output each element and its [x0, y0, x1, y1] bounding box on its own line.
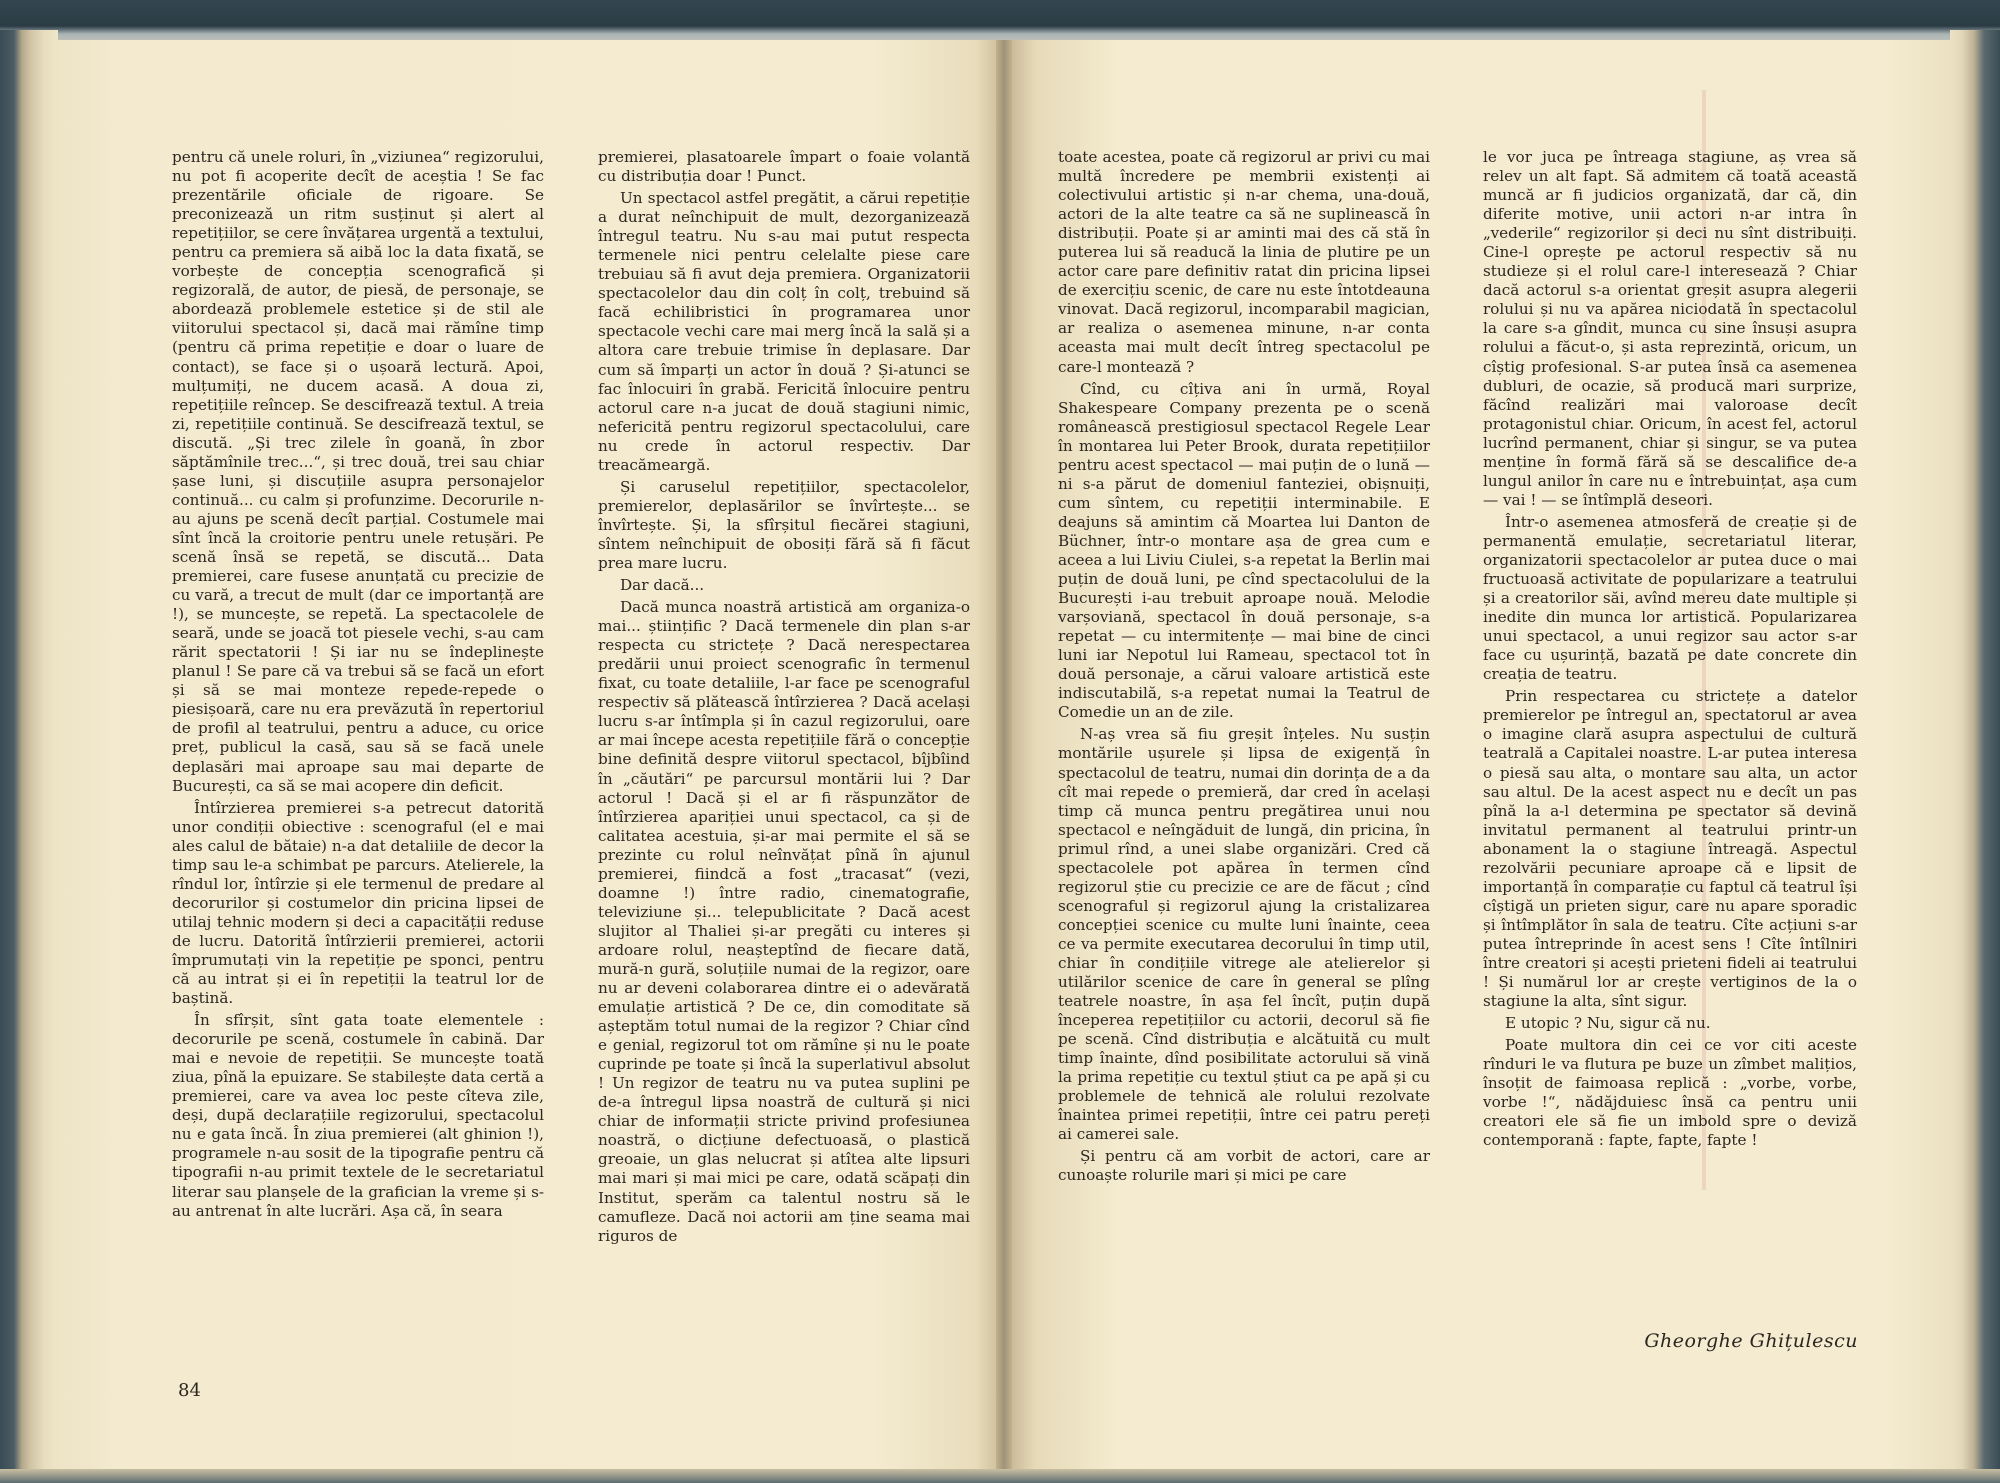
paragraph: N-aș vrea să fiu greșit înțeles. Nu susțin montările ușurele și lipsa de exigență în spectacolul de teatru, numai din dorința de a da cît mai repede o premieră, dar cred în același timp că munca pentru pregătirea unui nou spectacol e neîngăduit de lungă, din pricina, în primul rînd, a unei slabe organizări. Cred că spectacolele pot apărea în termen cînd regizorul știe cu precizie ce are de făcut ; cînd scenograful și regizorul ajung la cristalizarea concepției scenice cu multe luni înainte, ceea ce va permite executarea decorului în timp util, chiar în condițiile vitrege ale atelierelor și utilărilor scenice de care în general se plîng teatrele noastre, în așa fel încît, puțin după începerea repetițiilor cu actorii, decorul să fie pe scenă. Cînd distribuția e alcătuită cu mult timp înainte, dînd posibilitate actorului să vină la prima repetiție cu textul știut ca pe apă și cu problemele de tehnică ale rolului rezolvate înaintea primei repetiții, între cei patru pereți ai camerei sale.: [1058, 725, 1430, 1144]
paragraph: Prin respectarea cu strictețe a datelor premierelor pe întregul an, spectatorul ar avea o imagine clară asupra aspectului de cultură teatrală a Capitalei noastre. L-ar putea interesa o piesă sau alta, o montare sau alta, un actor sau altul. De la acest aspect nu e decît un pas pînă la a-l determina pe spectator să devină invitatul permanent al teatrului printr-un abonament la o stagiune întreagă. Aspectul rezolvării pecuniare aproape că e lipsit de importanță în comparație cu faptul că teatrul își cîștigă un prieten sigur, care nu apare sporadic și întîmplător în sala de teatru. Cîte acțiuni s-ar putea întreprinde în acest sens ! Cîte întîlniri între creatori și acești prieteni fideli ai teatrului ! Și numărul lor ar crește vertiginos de la o stagiune la alta, sînt sigur.: [1483, 687, 1857, 1011]
left-book-edge: [0, 30, 58, 1483]
paragraph: Și pentru că am vorbit de actori, care ar cunoaște rolurile mari și mici pe care: [1058, 1147, 1430, 1185]
paragraph: pentru că unele roluri, în „viziunea“ regizorului, nu pot fi acoperite decît de aceștia ! Se fac prezentările oficiale de rigoare. Se preconizează un ritm susținut și alert al repetițiilor, se cere învățarea urgentă a textului, pentru ca premiera să aibă loc la data fixată, se vorbește de concepția scenografică și regizorală, de autor, de piesă, de personaje, se abordează problemele estetice și de stil ale viitorului spectacol și, dacă mai rămîne timp (pentru că prima repetiție e doar o luare de contact), se face și o ușoară lectură. Apoi, mulțumiți, ne ducem acasă. A doua zi, repetițiile reîncep. Se descifrează textul. A treia zi, repetițiile continuă. Se descifrează textul, se discută. „Și trec zilele în goană, în zbor săptămînile trec...“, și trec două, trei sau chiar șase luni, și discuțiile asupra personajelor continuă... cu calm și profunzime. Decorurile n-au ajuns pe scenă decît parțial. Costumele mai sînt încă la croitorie pentru unele retușări. Pe scenă însă se repetă, se discută... Data premierei, care fusese anunțată cu precizie de cu vară, a trecut de mult (dar ce importanță are !), se muncește, se repetă. La spectacolele de seară, unde se joacă tot piesele vechi, s-au cam rărit spectatorii ! Și iar nu se îndeplinește planul ! Se pare că va trebui să se facă un efort și să se mai monteze repede-repede o piesișoară, care nu era prevăzută în repertoriul de profil al teatrului, pentru a aduce, cu orice preț, publicul la casă, sau să se facă unele deplasări mai aproape sau mai departe de București, ca să se mai acopere din deficit.: [172, 148, 544, 795]
paragraph: Un spectacol astfel pregătit, a cărui repetiție a durat neînchipuit de mult, dezorganizează întregul teatru. Nu s-au mai putut respecta termenele nici pentru celelalte piese care trebuiau să fi avut deja premiera. Organizatorii spectacolelor dau din colț în colț, trebuind să facă echilibristici în programarea unor spectacole vechi care mai merg încă la sală și a altora care trebuie trimise în deplasare. Dar cum să împarți un actor în două ? Și-atunci se fac înlocuiri în grabă. Fericită înlocuire pentru actorul care n-a jucat de două stagiuni nimic, nefericită pentru regizorul spectacolului, care nu crede în actorul respectiv. Dar treacămeargă.: [598, 189, 970, 474]
paragraph: În sfîrșit, sînt gata toate elementele : decorurile pe scenă, costumele în cabină. Dar mai e nevoie de repetiții. Se muncește toată ziua, pînă la epuizare. Se stabilește data certă a premierei, care va avea loc peste cîteva zile, deși, după declarațiile regizorului, spectacolul nu e gata încă. În ziua premierei (alt ghinion !), programele n-au sosit de la tipografie pentru că tipografii n-au primit textele de le secretariatul literar sau planșele de la grafician la vreme și s-au antrenat în alte lucrări. Așa că, în seara: [172, 1011, 544, 1220]
bottom-book-edge: [0, 1469, 2000, 1483]
paragraph: Dacă munca noastră artistică am organiza-o mai... științific ? Dacă termenele din plan s-ar respecta cu strictețe ? Dacă nerespectarea predării unui proiect scenografic în termenul fixat, cu toate detaliile, l-ar face pe scenograful respectiv să plătească întîrzierea ? Dacă același lucru s-ar întîmpla și în cazul regizorului, oare ar mai începe acesta repetițiile fără o concepție bine definită despre viitorul spectacol, bîjbîind în „căutări“ pe parcursul montării lui ? Dar actorul ! Dacă și el ar fi răspunzător de întîrzierea apariției unui spectacol, ca și de calitatea acestuia, și-ar mai permite el să se prezinte cu rolul neînvățat pînă în ajunul premierei, fiindcă a fost „tracasat“ (vezi, doamne !) între radio, cinematografie, televiziune și... telepublicitate ? Dacă acest slujitor al Thaliei și-ar pregăti cu interes și ardoare rolul, neașteptînd de fiecare dată, mură-n gură, soluțiile numai de la regizor, oare nu ar deveni colaborarea dintre ei o adevărată emulație artistică ? De ce, din comoditate să așteptăm totul numai de la regizor ? Chiar cînd e genial, regizorul tot om rămîne și nu le poate cuprinde pe toate și încă la superlativul absolut ! Un regizor de teatru nu va putea suplini pe de-a întregul lipsa noastră de cultură și nici chiar de informații stricte privind profesiunea noastră, o dicțiune defectuoasă, o plastică greoaie, un glas nelucrat și atîtea alte lipsuri mai mari și mai mici pe care, odată scăpați din Institut, sperăm ca talentul nostru să le camufleze. Dacă noi actorii am ține seama mai riguros de: [598, 598, 970, 1245]
paragraph: le vor juca pe întreaga stagiune, aș vrea să relev un alt fapt. Să admitem că toată această muncă ar fi judicios organizată, dar că, din diferite motive, unii actori n-ar intra în „vederile“ regizorilor și deci nu sînt distribuiți. Cine-l oprește pe actorul respectiv să nu studieze și el rolul care-l interesează ? Chiar dacă actorul s-a orientat greșit asupra alegerii rolului și nu va apărea niciodată în spectacolul la care s-a gîndit, munca cu sine însuși asupra rolului a făcut-o, și asta reprezintă, oricum, un cîștig profesional. S-ar putea însă ca asemenea dubluri, de ocazie, să producă mari surprize, făcînd realizări mai valoroase decît protagonistul chiar. Oricum, în acest fel, actorul lucrînd permanent, chiar și singur, se va putea menține în formă fără să se descalifice de-a lungul anilor în care nu e întrebuințat, așa cum — vai ! — se întîmplă deseori.: [1483, 148, 1857, 509]
paragraph: Poate multora din cei ce vor citi aceste rînduri le va flutura pe buze un zîmbet malițios, însoțit de faimoasa replică : „vorbe, vorbe, vorbe !“, nădăjduiesc însă ca pentru unii creatori ele să fie un imbold spre o deviză contemporană : fapte, fapte, fapte !: [1483, 1036, 1857, 1150]
column-2: [598, 148, 970, 1249]
paragraph: Cînd, cu cîțiva ani în urmă, Royal Shakespeare Company prezenta pe o scenă românească prestigiosul spectacol Regele Lear în montarea lui Peter Brook, durata repetițiilor pentru acest spectacol — mai puțin de o lună — ni s-a părut de domeniul fanteziei, obișnuiți, cum sîntem, cu repetiții interminabile. E deajuns să amintim că Moartea lui Danton de Büchner, într-o montare așa de grea cum e aceea a lui Liviu Ciulei, s-a repetat la Berlin mai puțin de două luni, pe cînd spectacolului de la București i-au trebuit aproape nouă. Melodie varșoviană, spectacol în două personaje, s-a repetat — cu intermitențe — mai bine de cinci luni iar Nepotul lui Rameau, spectacol tot în două personaje, a cărui valoare artistică este indiscutabilă, s-a repetat numai la Teatrul de Comedie un an de zile.: [1058, 379, 1430, 722]
paragraph: Și caruselul repetițiilor, spectacolelor, premierelor, deplasărilor se învîrtește... se învîrtește. Și, la sfîrșitul fiecărei stagiuni, sîntem neînchipuit de obosiți fără să fi făcut prea mare lucru.: [598, 477, 970, 572]
paragraph: toate acestea, poate că regizorul ar privi cu mai multă încredere pe membrii existenți ai colectivului artistic și n-ar chema, una-două, actori de la alte teatre ca să ne suplinească în distribuții. Poate și ar aminti mai des că stă în puterea lui să readucă la linia de plutire pe un actor care pare definitiv ratat din pricina lipsei de exercițiu scenic, de care nu este întotdeauna vinovat. Dacă regizorul, incomparabil magician, ar realiza o asemenea minune, n-ar conta aceasta mai mult decît întreg spectacolul pe care-l montează ?: [1058, 148, 1430, 376]
book-gutter: [996, 40, 1012, 1470]
page-number: 84: [178, 1380, 201, 1401]
column-3: [1058, 148, 1430, 1189]
paragraph: Întîrzierea premierei s-a petrecut datorită unor condiții obiective : scenograful (el e mai ales calul de bătaie) n-a dat detaliile de decor la timp sau le-a schimbat pe parcurs. Atelierele, la rîndul lor, întîrzie și ele termenul de predare al decorurilor și costumelor din pricina lipsei de utilaj tehnic modern și deci a capacității reduse de lucru. Datorită întîrzierii premierei, actorii împrumutați vin la repetiție pe sponci, pentru că au intrat și ei în repetiții la teatrul lor de baștină.: [172, 798, 544, 1008]
column-4: [1483, 148, 1857, 1153]
paragraph: E utopic ? Nu, sigur că nu.: [1505, 1014, 1711, 1033]
author-signature: Gheorghe Ghițulescu: [1644, 1330, 1858, 1352]
paragraph: Într-o asemenea atmosferă de creație și de permanentă emulație, secretariatul literar, organizatorii spectacolelor ar putea duce o mai fructuoasă activitate de popularizare a teatrului și a creatorilor săi, avînd mereu date multiple și inedite din munca lor artistică. Popularizarea unui spectacol, a unui regizor sau actor s-ar face cu ușurință, bazată pe date concrete din creația de teatru.: [1483, 512, 1857, 684]
right-book-edge: [1950, 30, 2000, 1483]
column-1: [172, 148, 544, 1224]
paragraph: premierei, plasatoarele împart o foaie volantă cu distribuția doar ! Punct.: [598, 148, 970, 186]
paragraph: Dar dacă...: [620, 576, 705, 595]
